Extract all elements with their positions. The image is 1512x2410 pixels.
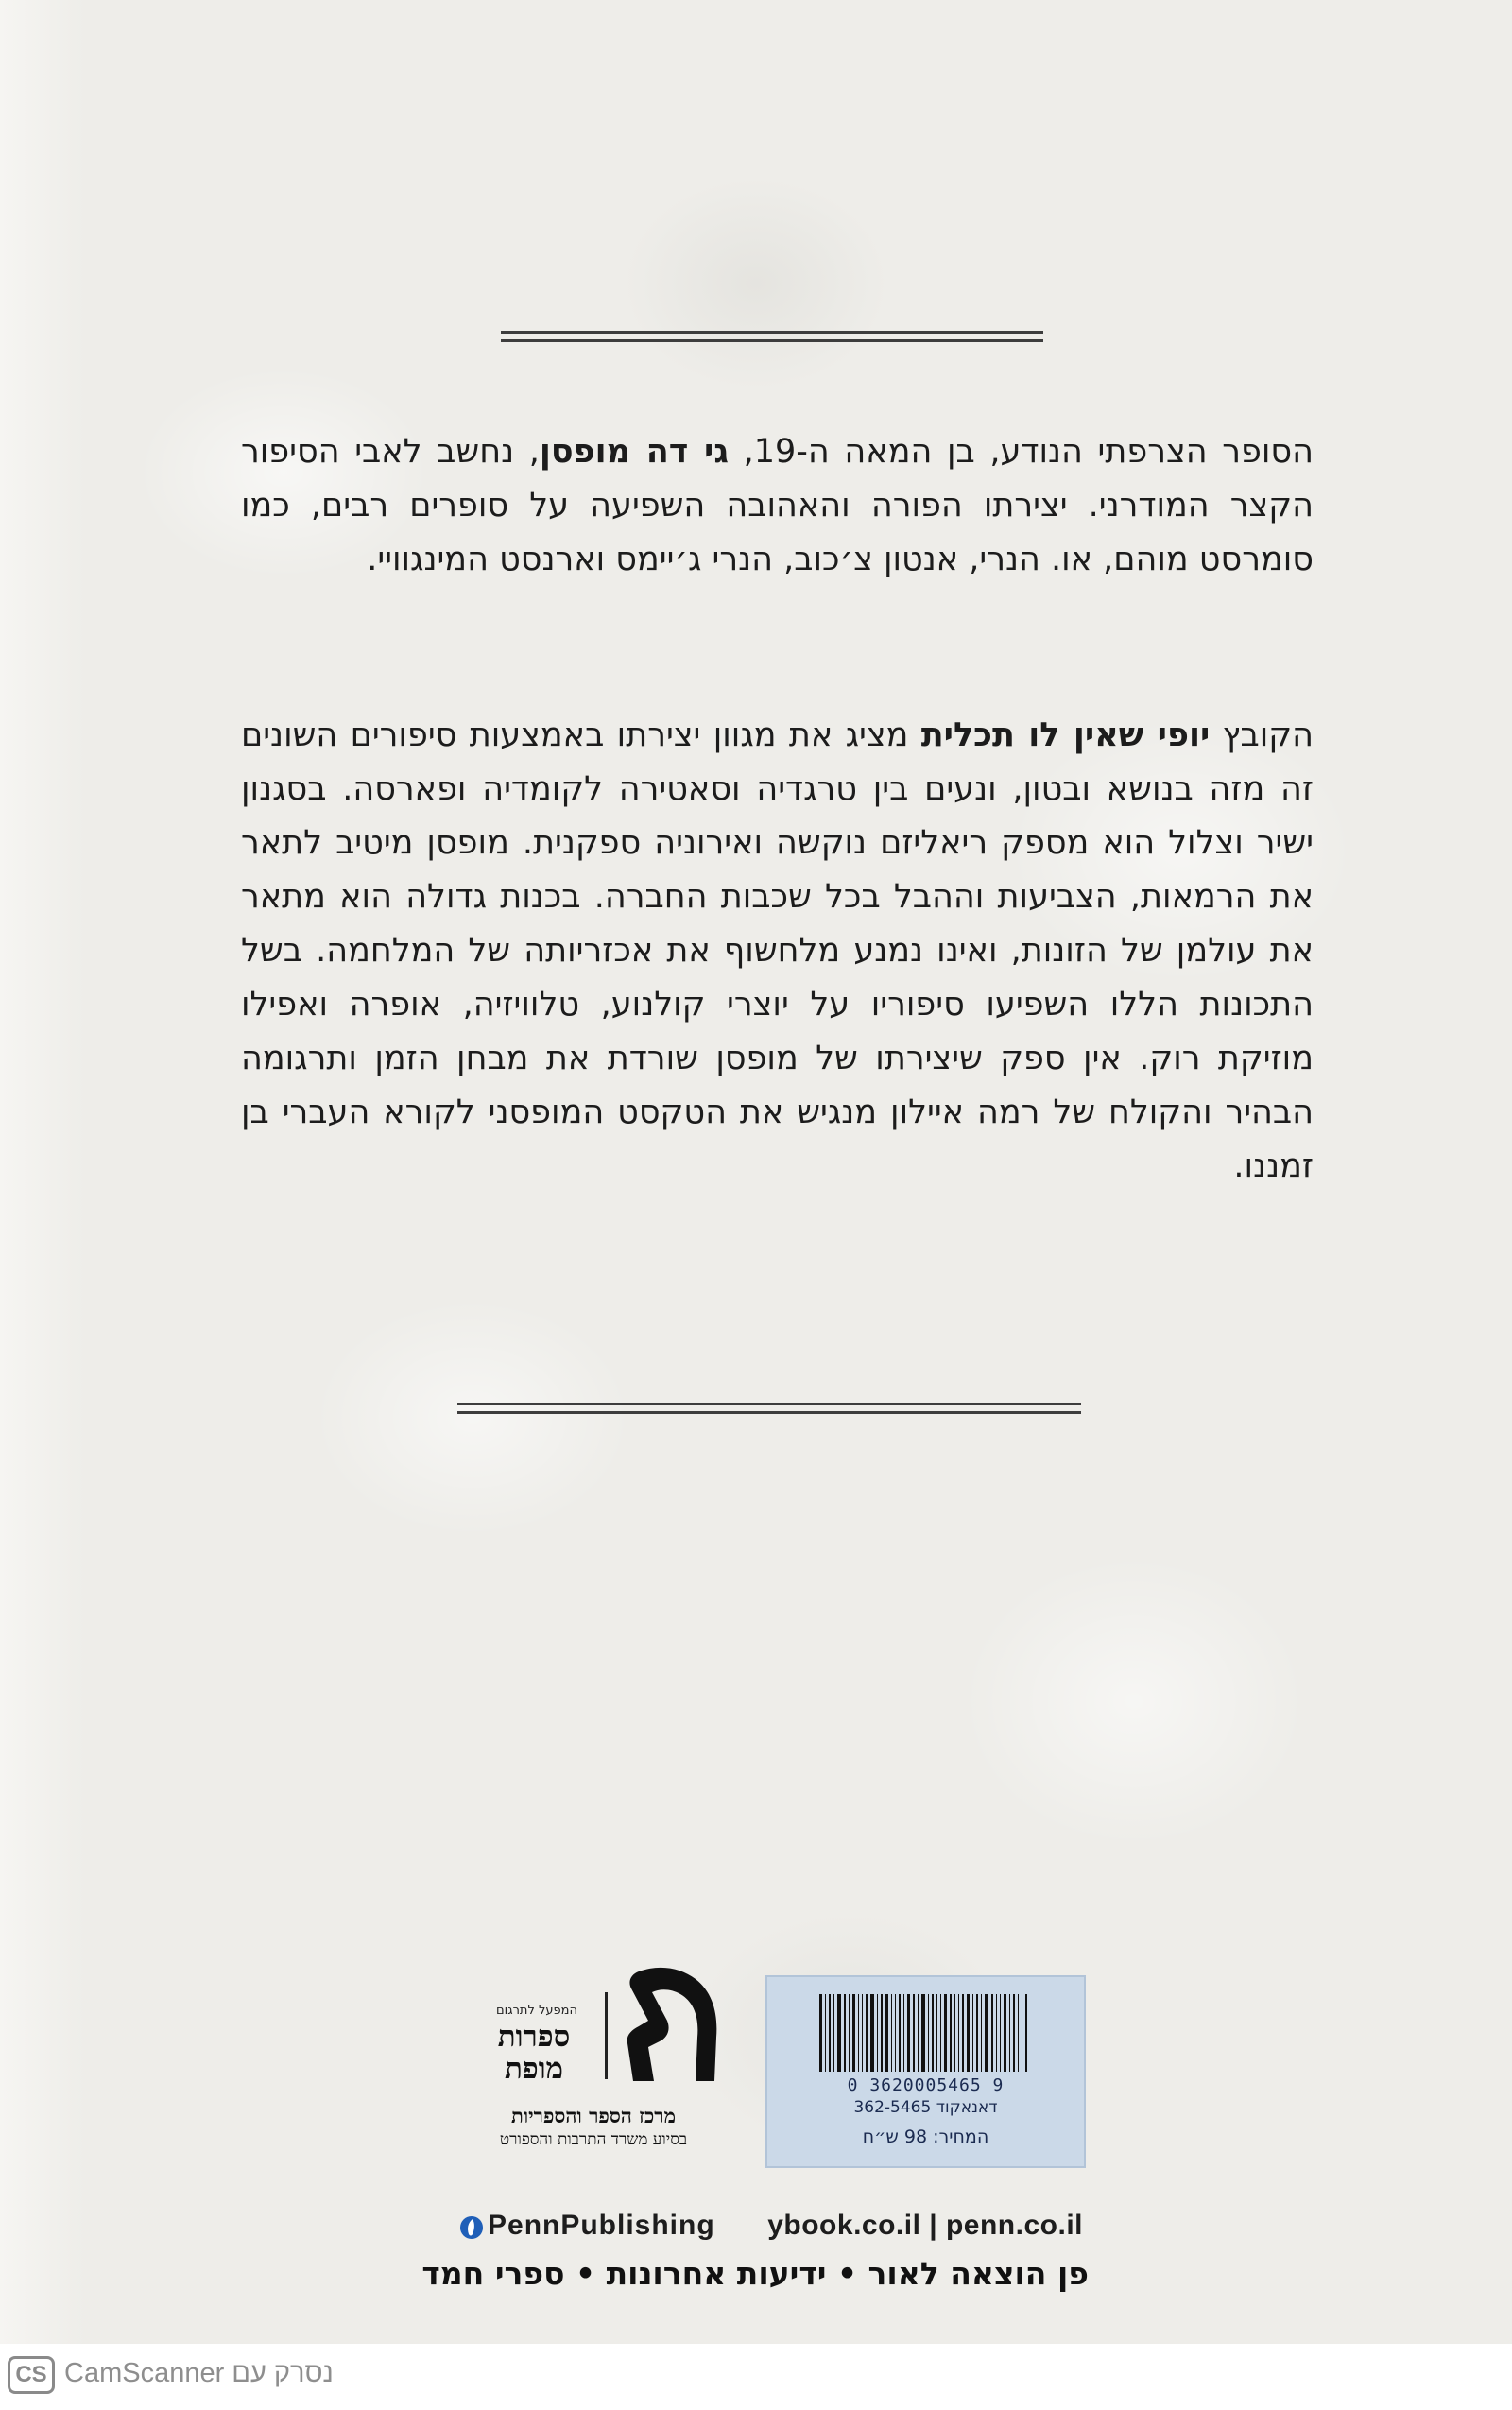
barcode-stripe <box>837 1994 841 2072</box>
barcode-stripe <box>944 1994 947 2072</box>
barcode-stripe <box>1009 1994 1010 2072</box>
barcode-stripe <box>903 1994 904 2072</box>
mofet-name-line2: מופת <box>504 2052 564 2086</box>
barcode-stripe <box>996 1994 997 2072</box>
catalog-number: דאנאקוד 362-5465 <box>853 2098 998 2117</box>
mem-letter-icon <box>622 1964 726 2087</box>
barcode-stripe <box>899 1994 901 2072</box>
barcode-stripe <box>858 1994 859 2072</box>
author-name: גי דה מופסן <box>539 433 729 471</box>
camscanner-text: נסרק עם CamScanner <box>64 2358 334 2388</box>
barcode-stripe <box>891 1994 892 2072</box>
blurb-p2-rest: מציג את מגוון יצירתו באמצעות סיפורים השונים זה מזה בנושא ובטון, ונעים בין טרגדיה וסאטירה לקומדיה ופארסה. בסגנון ישיר וצלול הוא מספק ריאליזם נוקשה ואירוניה ספקנית. מופסן מיטיב לתאר את הרמאות, הצביעות וההבל בכל שכבות החברה. בכנות גדולה הוא מתאר את עולמן של הזונות, ואינו נמנע מלחשוף את אכזריותה של המלחמה. בשל התכונות הללו השפיעו סיפוריו על יוצרי קולנוע, טלוויזיה, אופרה ואפילו מוזיקת רוק. אין ספק שיצירתו של מופסן שורדת את מבחן הזמן ותרגומה הבהיר והקולח של רמה איילון מנגיש את הטקסט המופסני לקורא העברי בן זמננו. <box>241 716 1314 1185</box>
book-title: יופי שאין לו תכלית <box>920 716 1211 754</box>
barcode-stripe <box>1025 1994 1027 2072</box>
barcode-stripe <box>950 1994 952 2072</box>
mofet-subtitle: מרכז הספר והספריות <box>510 2104 677 2127</box>
barcode-digits: 0 3620005465 9 <box>847 2075 1005 2095</box>
barcode-stripe <box>844 1994 846 2072</box>
mofet-tagline: המפעל לתרגום <box>496 2004 577 2018</box>
mofet-support-line: בסיוע משרד התרבות והספורט <box>499 2130 688 2149</box>
barcode-stripe <box>985 1994 988 2072</box>
website-links: ybook.co.il | penn.co.il <box>767 2210 1083 2241</box>
penn-logo-icon <box>459 2215 484 2240</box>
barcode-stripe <box>940 1994 941 2072</box>
barcode-stripe <box>877 1994 878 2072</box>
barcode-stripe <box>825 1994 826 2072</box>
barcode-sticker <box>765 1975 1086 2168</box>
blurb-paragraph-2 <box>241 709 1314 1194</box>
barcode-stripe <box>958 1994 959 2072</box>
barcode-stripe <box>954 1994 955 2072</box>
blurb-p1-rest: , נחשב לאבי הסיפור הקצר המודרני. יצירתו הפורה והאהובה השפיעה על סופרים רבים, כמו סומרסט מוהם, או. הנרי, אנטון צ׳כוב, הנרי ג׳יימס וארנסט המינגוויי. <box>241 433 1314 578</box>
barcode-stripe <box>885 1994 888 2072</box>
barcode-stripe <box>928 1994 929 2072</box>
mofet-name <box>465 2021 603 2085</box>
penn-brand-text: PennPublishing <box>488 2210 715 2241</box>
barcode-stripe <box>1004 1994 1006 2072</box>
barcode-stripe <box>913 1994 915 2072</box>
barcode-icon <box>819 1994 1035 2072</box>
top-double-rule <box>501 331 1043 344</box>
barcode-stripe <box>918 1994 919 2072</box>
barcode-stripe <box>866 1994 868 2072</box>
barcode-stripe <box>895 1994 896 2072</box>
barcode-stripe <box>991 1994 993 2072</box>
barcode-stripe <box>967 1994 970 2072</box>
barcode-stripe <box>962 1994 964 2072</box>
bottom-double-rule <box>457 1403 1081 1416</box>
publishers-line: פן הוצאה לאור • ידיעות אחרונות • ספרי חמד <box>421 2255 1089 2292</box>
blurb-p1-lead: הסופר הצרפתי הנודע, בן המאה ה-19, <box>728 433 1314 471</box>
mofet-logo <box>461 1964 745 2162</box>
barcode-stripe <box>862 1994 863 2072</box>
barcode-stripe <box>981 1994 982 2072</box>
barcode-stripe <box>819 1994 822 2072</box>
blurb-p2-lead: הקובץ <box>1210 716 1314 754</box>
camscanner-watermark <box>8 2356 404 2394</box>
barcode-stripe <box>870 1994 874 2072</box>
barcode-stripe <box>936 1994 937 2072</box>
barcode-stripe <box>852 1994 855 2072</box>
publisher-brand-row <box>459 2210 1083 2247</box>
camscanner-logo-icon: CS <box>8 2356 55 2394</box>
barcode-stripe <box>972 1994 973 2072</box>
barcode-stripe <box>907 1994 910 2072</box>
barcode-stripe <box>1000 1994 1001 2072</box>
barcode-stripe <box>833 1994 834 2072</box>
barcode-stripe <box>1018 1994 1019 2072</box>
price-label: המחיר: 98 ש״ח <box>862 2126 989 2147</box>
barcode-stripe <box>921 1994 925 2072</box>
logo-divider <box>605 1992 608 2079</box>
barcode-stripe <box>849 1994 850 2072</box>
spine-edge <box>0 0 85 2344</box>
barcode-stripe <box>1013 1994 1015 2072</box>
barcode-stripe <box>829 1994 831 2072</box>
barcode-stripe <box>881 1994 883 2072</box>
barcode-stripe <box>976 1994 978 2072</box>
barcode-stripe <box>932 1994 934 2072</box>
mofet-name-line1: ספרות <box>497 2020 571 2054</box>
blurb-paragraph-1 <box>241 425 1314 587</box>
